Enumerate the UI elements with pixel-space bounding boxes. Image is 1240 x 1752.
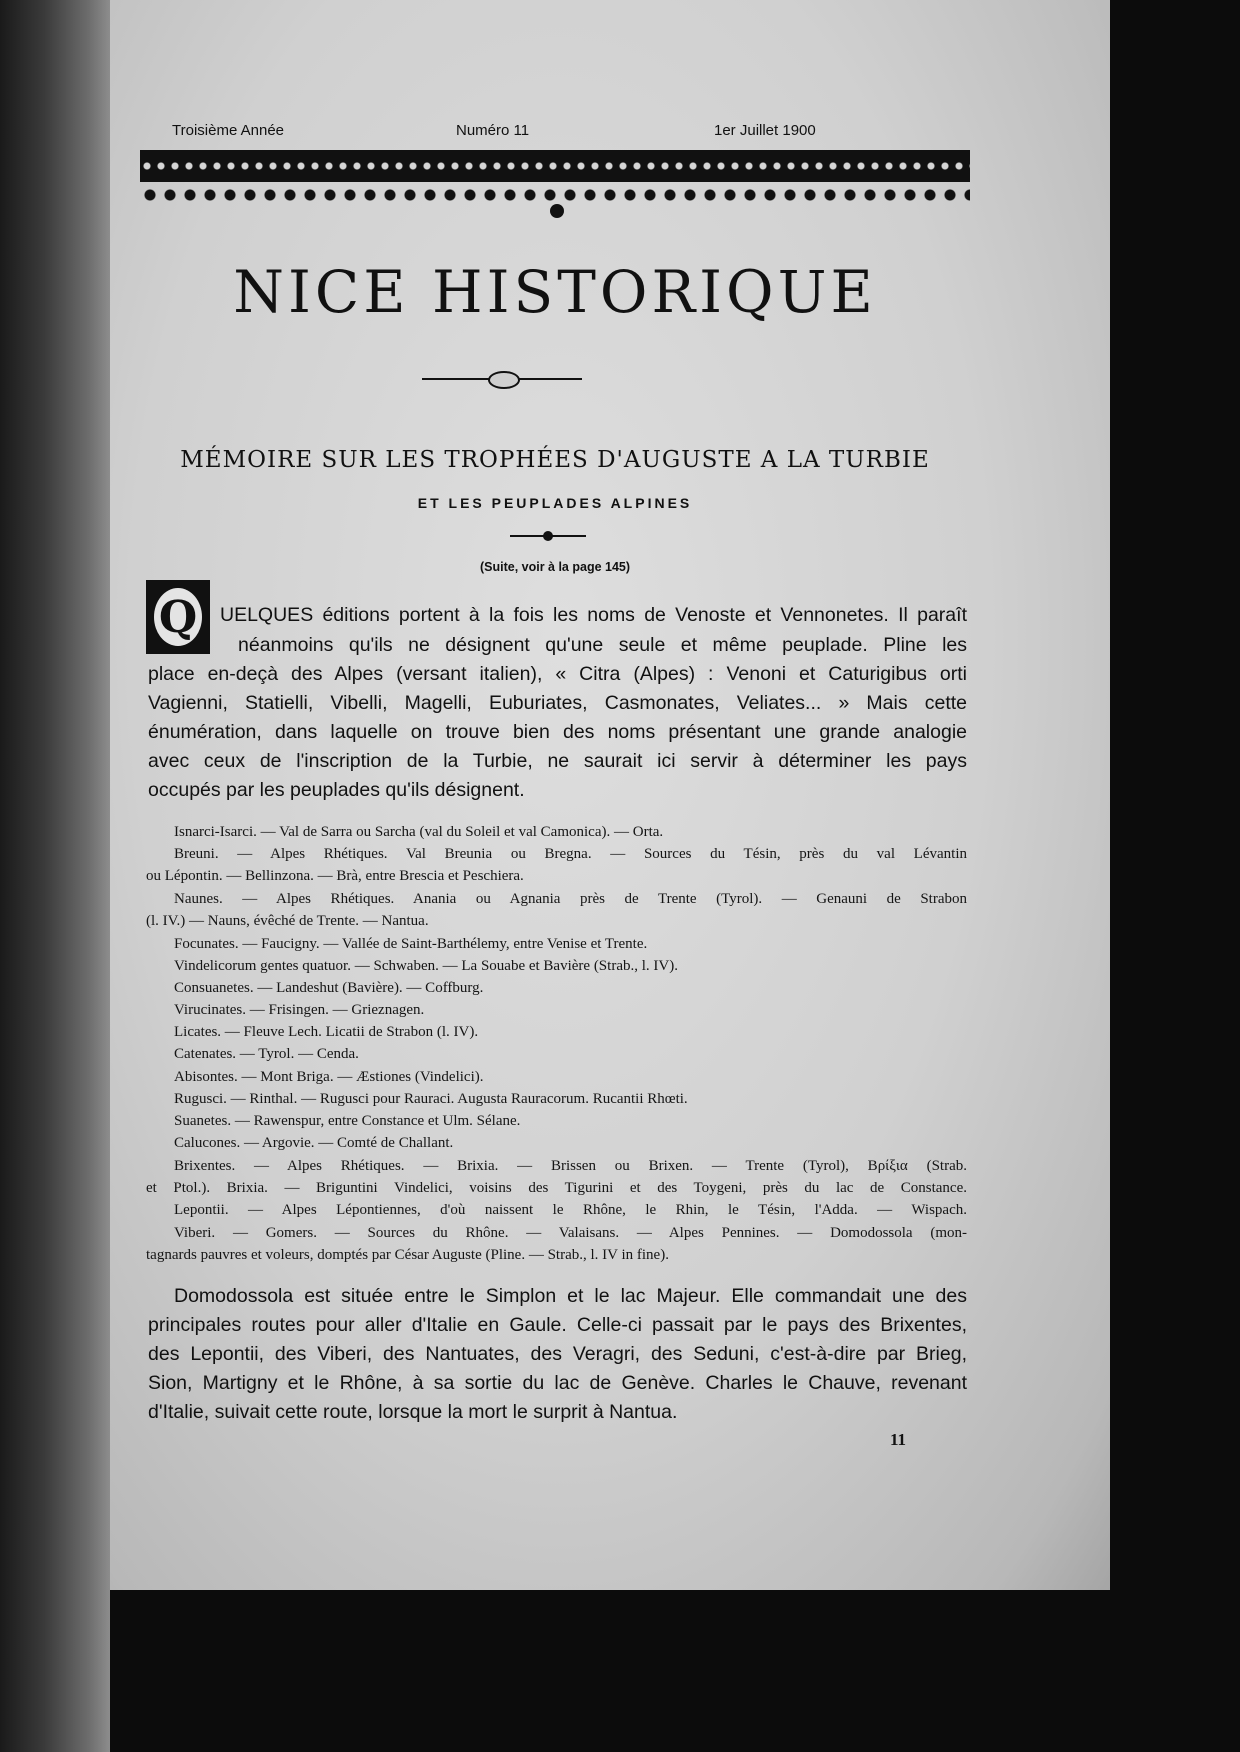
note-line: Viberi. — Gomers. — Sources du Rhône. — Valaisans. — Alpes Pennines. — Domodossola (mon- — [174, 1225, 967, 1241]
note-line: Abisontes. — Mont Briga. — Æstiones (Vindelici). — [174, 1069, 484, 1085]
note-line: (l. IV.) — Nauns, évêché de Trente. — Nantua. — [146, 913, 429, 929]
note-line: Breuni. — Alpes Rhétiques. Val Breunia ou Bregna. — Sources du Tésin, près du val Lévantin — [174, 846, 967, 862]
header-issue: Numéro 11 — [456, 122, 530, 139]
paragraph-1-line: néanmoins qu'ils ne désignent qu'une seule et même peuplade. Pline les — [238, 634, 967, 656]
ornament-band-bottom — [140, 184, 970, 206]
note-line: Isnarci-Isarci. — Val de Sarra ou Sarcha (val du Soleil et val Camonica). — Orta. — [174, 824, 664, 840]
note-line: Suanetes. — Rawenspur, entre Constance et Ulm. Sélane. — [174, 1113, 521, 1129]
paragraph-2-line: d'Italie, suivait cette route, lorsque la mort le surprit à Nantua. — [148, 1401, 678, 1423]
paragraph-1-line: avec ceux de l'inscription de la Turbie, ne saurait ici servir à déterminer les pays — [148, 750, 967, 772]
header-date: 1er Juillet 1900 — [714, 122, 816, 139]
page — [110, 0, 1110, 1590]
ornament-drop — [550, 204, 564, 218]
note-line: Licates. — Fleuve Lech. Licatii de Strabon (l. IV). — [174, 1024, 479, 1040]
paragraph-2-line: des Lepontii, des Viberi, des Nantuates, des Veragri, des Seduni, c'est-à-dire par Brieg, — [148, 1343, 967, 1365]
note-line: Vindelicorum gentes quatuor. — Schwaben. — La Souabe et Bavière (Strab., l. IV). — [174, 958, 678, 974]
paragraph-1-line: occupés par les peuplades qu'ils désignent. — [148, 779, 525, 801]
note-line: tagnards pauvres et voleurs, domptés par César Auguste (Pline. — Strab., l. IV in fine). — [146, 1247, 669, 1263]
article-title: MÉMOIRE SUR LES TROPHÉES D'AUGUSTE A LA TURBIE — [180, 447, 930, 473]
paragraph-1-line: place en-deçà des Alpes (versant italien), « Citra (Alpes) : Venoni et Caturigibus orti — [148, 663, 967, 685]
note-line: Lepontii. — Alpes Lépontiennes, d'où naissent le Rhône, le Rhin, le Tésin, l'Adda. — Wispach. — [174, 1202, 967, 1218]
note-line: Virucinates. — Frisingen. — Grieznagen. — [174, 1002, 425, 1018]
paragraph-1-line: Vagienni, Statielli, Vibelli, Magelli, Euburiates, Casmonates, Veliates... » Mais cette — [148, 692, 967, 714]
continuation-note: (Suite, voir à la page 145) — [479, 560, 631, 574]
drop-cap-letter: Q — [154, 588, 202, 646]
header-year: Troisième Année — [172, 122, 285, 139]
page-number: 11 — [890, 1430, 907, 1449]
paragraph-2-line: Domodossola est située entre le Simplon et le lac Majeur. Elle commandait une des — [174, 1285, 967, 1307]
paragraph-2-line: principales routes pour aller d'Italie en Gaule. Celle-ci passait par le pays des Brixentes, — [148, 1314, 967, 1336]
note-line: et Ptol.). Brixia. — Briguntini Vindelici, voisins des Tigurini et des Toygeni, près du lac de Constance. — [146, 1180, 967, 1196]
paragraph-1-line: UELQUES éditions portent à la fois les noms de Venoste et Vennonetes. Il paraît — [220, 604, 967, 626]
scan-left-edge — [0, 0, 110, 1752]
paragraph-2-line: Sion, Martigny et le Rhône, à sa sortie du lac de Genève. Charles le Chauve, revenant — [148, 1372, 967, 1394]
note-line: ou Lépontin. — Bellinzona. — Brà, entre Brescia et Peschiera. — [146, 868, 524, 884]
note-line: Consuanetes. — Landeshut (Bavière). — Coffburg. — [174, 980, 484, 996]
note-line: Rugusci. — Rinthal. — Ruguscі pour Rauraci. Augusta Rauracorum. Rucantii Rhœti. — [174, 1091, 688, 1107]
ornament-band-top — [140, 150, 970, 182]
journal-title: NICE HISTORIQUE — [233, 258, 877, 326]
paragraph-1-line: énumération, dans laquelle on trouve bien des noms présentant une grande analogie — [148, 721, 967, 743]
note-line: Brixentes. — Alpes Rhétiques. — Brixia. — Brissen ou Brixen. — Trente (Tyrol), Βρίξια (Strab. — [174, 1158, 967, 1174]
note-line: Naunes. — Alpes Rhétiques. Anania ou Agnania près de Trente (Tyrol). — Genauni de Strabon — [174, 891, 967, 907]
subtitle-rule-ornament — [543, 531, 553, 541]
drop-cap — [146, 580, 210, 654]
note-line: Catenates. — Tyrol. — Cenda. — [174, 1046, 359, 1062]
article-subtitle: ET LES PEUPLADES ALPINES — [417, 495, 693, 511]
note-line: Calucones. — Argovie. — Comté de Challant. — [174, 1135, 454, 1151]
title-rule-ornament — [488, 371, 520, 389]
note-line: Focunates. — Faucigny. — Vallée de Saint-Barthélemy, entre Venise et Trente. — [174, 936, 648, 952]
